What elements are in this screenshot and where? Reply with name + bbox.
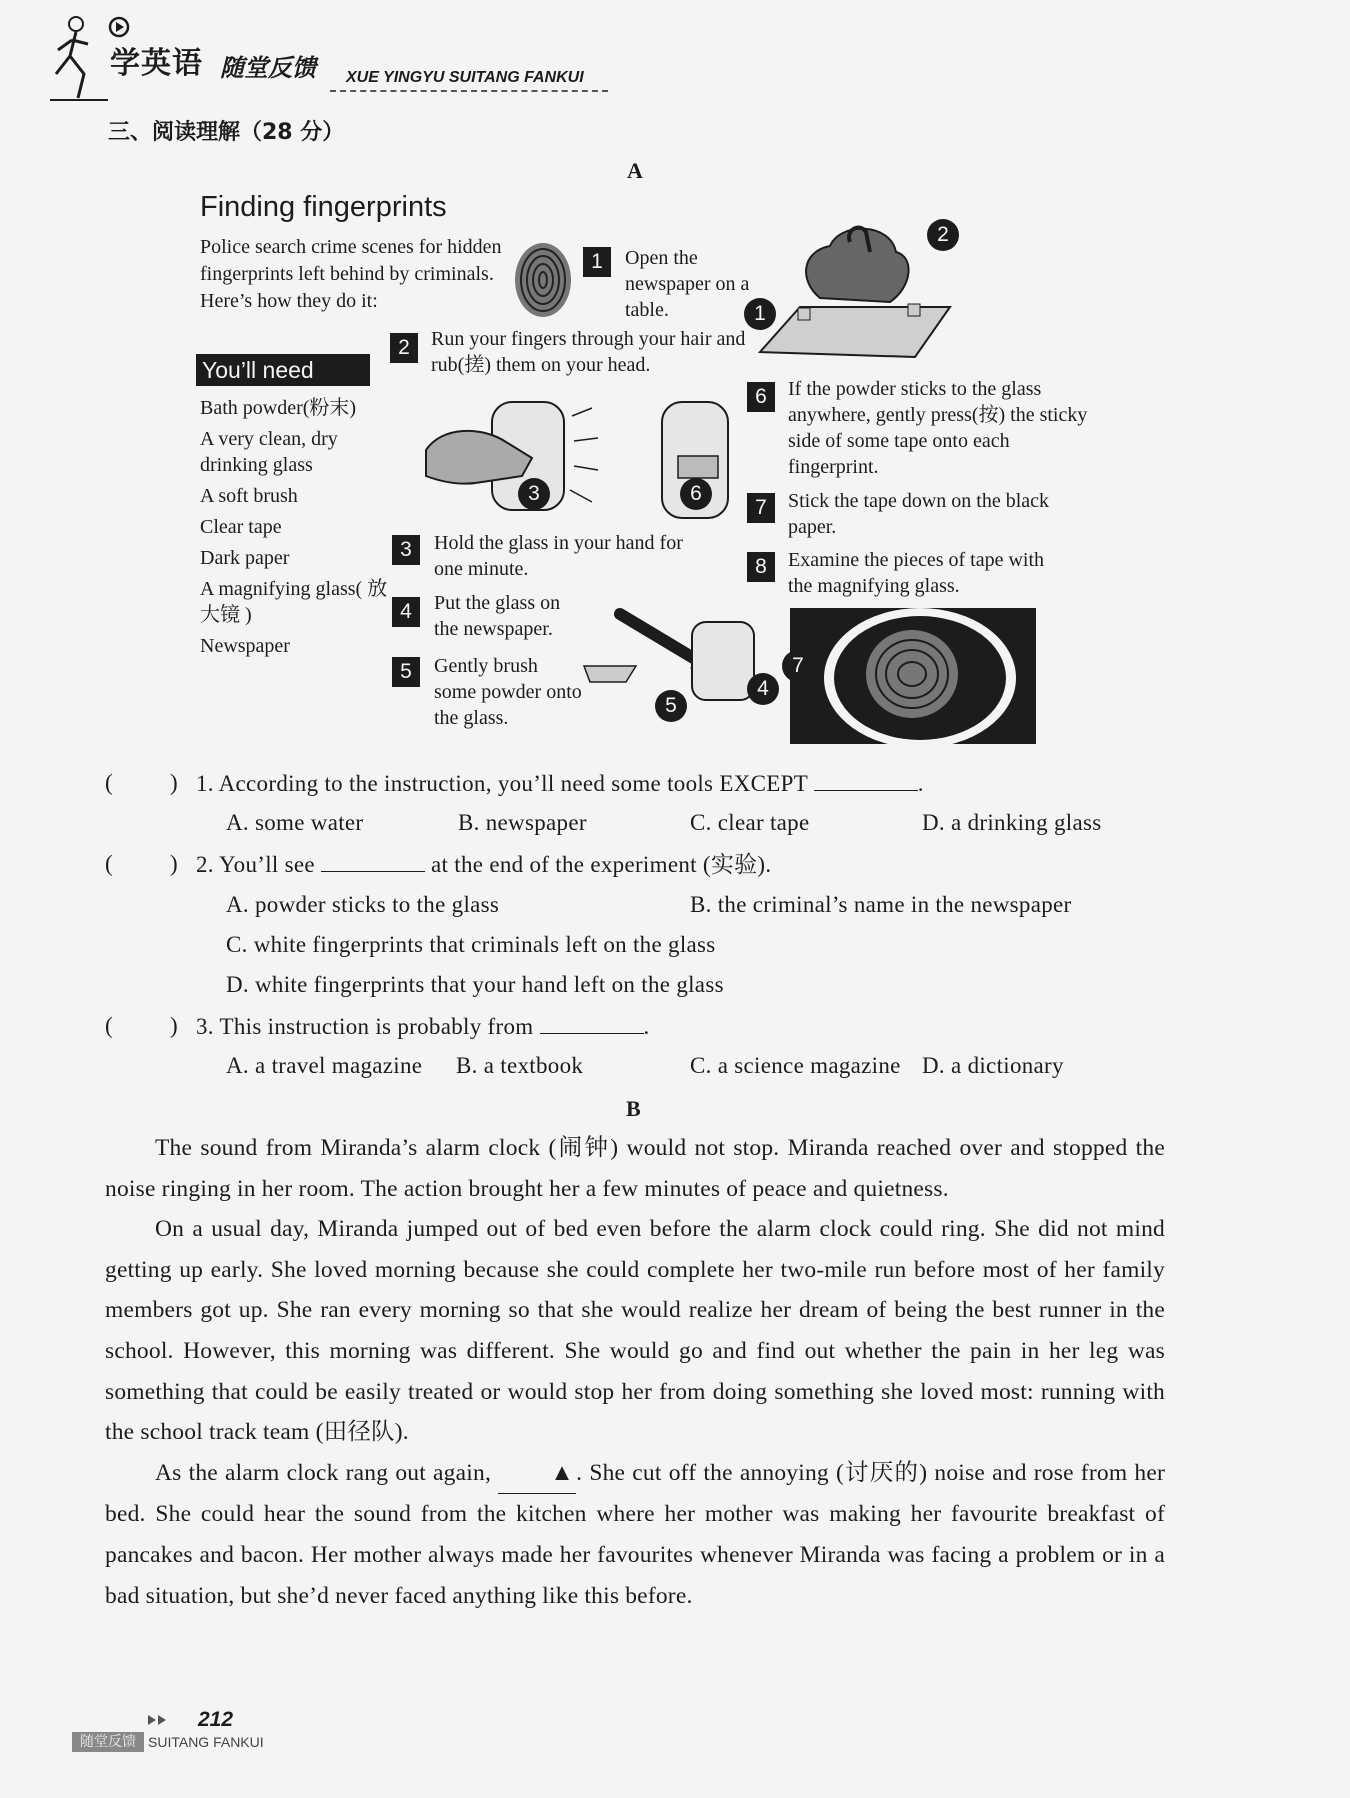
footer-label: 随堂反馈 — [72, 1732, 144, 1752]
diagram-marker-2: 2 — [927, 219, 959, 251]
paragraph-3-start: As the alarm clock rang out again, — [155, 1459, 492, 1486]
option[interactable]: D. white fingerprints that your hand left on the glass — [226, 972, 724, 997]
step-5-text: Gently brush some powder onto the glass. — [434, 655, 582, 729]
answer-blank[interactable] — [321, 849, 425, 872]
footer-pinyin: SUITANG FANKUI — [148, 1734, 264, 1750]
diagram-marker-5: 5 — [655, 690, 687, 722]
passage-b — [105, 1128, 1165, 1616]
need-item: A soft brush — [200, 485, 298, 507]
question-1-stem: 1. According to the instruction, you’ll need some tools EXCEPT — [196, 771, 808, 796]
step-number-8: 8 — [747, 552, 775, 582]
step-number-4: 4 — [392, 597, 420, 627]
diagram-marker-3: 3 — [518, 478, 550, 510]
option[interactable]: D. a drinking glass — [922, 810, 1102, 835]
question-2-paren-open: ( — [105, 851, 113, 876]
option[interactable]: C. a science magazine — [690, 1053, 901, 1078]
part-a-label: A — [627, 158, 643, 183]
magnifying-glass-illustration — [790, 608, 1036, 744]
triangle-blank[interactable]: ▲ — [498, 1453, 576, 1495]
option[interactable]: A. powder sticks to the glass — [226, 892, 500, 917]
header-title: 学英语 — [110, 46, 203, 81]
passage-paragraph-2: On a usual day, Miranda jumped out of bed even before the alarm clock could ring. She did not mind getting up early. She loved morning because she could complete her two-mile run before most of her family members got up. She ran every morning so that she would realize her dream of being the best runner in the school. However, this morning was different. She would go and find out whether the pain in her leg was something that could be easily treated or would stop her from doing something she loved most: running with the school track team (田径队). — [105, 1216, 1165, 1446]
diagram-marker-7: 7 — [782, 650, 814, 682]
infographic-intro: Police search crime scenes for hidden fingerprints left behind by criminals. Here’s how they do it: — [200, 236, 502, 312]
section-title: 三、阅读理解（28 分） — [108, 120, 345, 145]
question-1-paren-close: ) — [170, 770, 178, 795]
you-need-list — [200, 395, 390, 664]
infographic-title: Finding fingerprints — [200, 191, 447, 223]
option[interactable]: B. the criminal’s name in the newspaper — [690, 892, 1072, 917]
question-3-stem: 3. This instruction is probably from — [196, 1014, 534, 1039]
option[interactable]: A. some water — [226, 810, 364, 835]
step-number-3: 3 — [392, 535, 420, 565]
step-8-text: Examine the pieces of tape with the magnifying glass. — [788, 549, 1045, 597]
step-1-text: Open the newspaper on a table. — [625, 247, 750, 321]
need-item: A magnifying glass( 放大镜 ) — [200, 578, 388, 626]
header-pinyin: XUE YINGYU SUITANG FANKUI — [346, 69, 584, 86]
need-item: Dark paper — [200, 547, 290, 569]
step-3-text: Hold the glass in your hand for one minute. — [434, 532, 683, 580]
page-number: 212 — [198, 1708, 234, 1731]
question-1 — [196, 768, 924, 799]
fingerprint-icon — [512, 240, 574, 320]
play-icon — [108, 16, 130, 38]
question-3 — [196, 1011, 650, 1042]
answer-blank[interactable] — [540, 1011, 644, 1034]
option[interactable]: A. a travel magazine — [226, 1053, 423, 1078]
question-2-stem: 2. You’ll see — [196, 852, 315, 877]
step-number-6: 6 — [747, 382, 775, 412]
diagram-marker-6: 6 — [680, 478, 712, 510]
question-3-paren-open: ( — [105, 1013, 113, 1038]
need-item: A very clean, dry drinking glass — [200, 428, 338, 476]
question-1-end: . — [917, 771, 924, 796]
diagram-marker-1: 1 — [744, 298, 776, 330]
question-1-paren-open: ( — [105, 770, 113, 795]
question-2 — [196, 849, 771, 880]
step-7-text: Stick the tape down on the black paper. — [788, 490, 1050, 538]
step-number-7: 7 — [747, 493, 775, 523]
option[interactable]: B. a textbook — [456, 1053, 584, 1078]
step-2-text: Run your fingers through your hair and rub(搓) them on your head. — [431, 328, 746, 376]
hand-holding-glass-illustration — [422, 386, 602, 526]
option[interactable]: C. clear tape — [690, 810, 810, 835]
step-number-1: 1 — [583, 247, 611, 277]
step-6-text: If the powder sticks to the glass anywhere, gently press(按) the sticky side of some tape onto each fingerprint. — [788, 378, 1088, 478]
header-divider — [330, 90, 608, 92]
part-b-label: B — [626, 1096, 641, 1121]
need-item: Bath powder(粉末) — [200, 397, 357, 419]
step-4-text: Put the glass on the newspaper. — [434, 592, 561, 640]
passage-paragraph-3 — [105, 1453, 1165, 1616]
option[interactable]: C. white fingerprints that criminals left on the glass — [226, 932, 716, 957]
question-2-paren-close: ) — [170, 851, 178, 876]
option[interactable]: B. newspaper — [458, 810, 587, 835]
header-subtitle: 随堂反馈 — [220, 54, 316, 82]
question-2-end: at the end of the experiment (实验). — [431, 852, 772, 877]
step-number-2: 2 — [390, 333, 418, 363]
you-need-heading: You’ll need — [196, 354, 370, 386]
step-number-5: 5 — [392, 657, 420, 687]
paragraph-3-rest: . She cut off the annoying (讨厌的) noise and rose from her bed. She could hear the sound from the kitchen where her mother was making her favourite breakfast of pancakes and bacon. Her mother always made her favourites whenever Miranda was facing a problem or in a bad situation, but she’d never faced anything like this before. — [105, 1459, 1166, 1609]
double-arrow-icon — [146, 1714, 170, 1726]
question-3-end: . — [643, 1014, 650, 1039]
diagram-marker-4: 4 — [747, 673, 779, 705]
option[interactable]: D. a dictionary — [922, 1053, 1064, 1078]
need-item: Newspaper — [200, 635, 290, 657]
need-item: Clear tape — [200, 516, 282, 538]
question-3-paren-close: ) — [170, 1013, 178, 1038]
answer-blank[interactable] — [814, 768, 918, 791]
passage-paragraph-1: The sound from Miranda’s alarm clock (闹钟) would not stop. Miranda reached over and stopped the noise ringing in her room. The action brought her a few minutes of peace and quietness. — [105, 1135, 1165, 1202]
